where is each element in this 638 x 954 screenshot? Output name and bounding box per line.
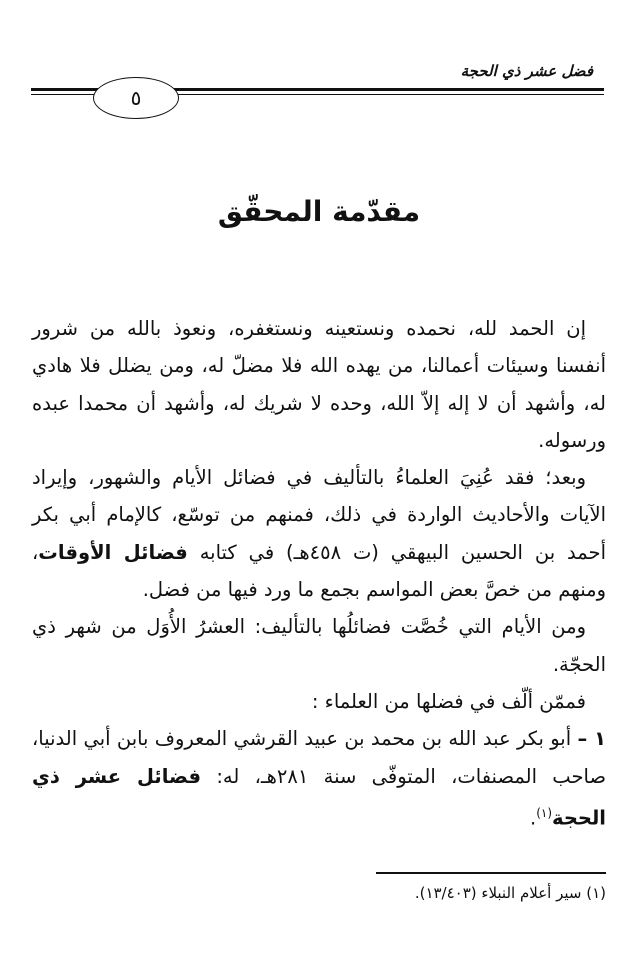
footnote-rule xyxy=(376,872,606,874)
page-number: ٥ xyxy=(130,86,142,110)
book-title-fadail-al-awqat: فضائل الأوقات xyxy=(38,540,188,564)
running-header: فضل عشر ذي الحجة xyxy=(460,62,593,80)
paragraph-5-text: أبو بكر عبد الله بن محمد بن عبيد القرشي المعروف بابن أبي الدنيا، صاحب المصنفات، المتوفّى سنة ٢٨١هـ، له: xyxy=(32,727,606,788)
paragraph-2-text-b: ، ومنهم من خصَّ بعض المواسم بجمع ما ورد فيها من فضل. xyxy=(32,540,606,602)
footnote-ref[interactable]: (١) xyxy=(536,805,553,820)
book-title-fadail-ashr: فضائل عشر ذي الحجة xyxy=(32,764,606,830)
main-text xyxy=(32,310,606,837)
footnote: (١) سير أعلام النبلاء (١٣/٤٠٣). xyxy=(414,884,606,902)
paragraph-5-end: . xyxy=(530,806,537,830)
paragraph-1: إن الحمد لله، نحمده ونستعينه ونستغفره، ونعوذ بالله من شرور أنفسنا وسيئات أعمالنا، من يهده الله فلا مضلّ له، ومن يضلل فلا هادي له، وأشهد أن لا إله إلاّ الله، وحده لا شريك له، وأشهد أن محمدا عبده ورسوله. xyxy=(32,317,606,452)
paragraph-2 xyxy=(32,459,606,608)
paragraph-2-text-a: وبعد؛ فقد عُنِيَ العلماءُ بالتأليف في فضائل الأيام والشهور، وإيراد الآيات والأحاديث الواردة في ذلك، فمنهم من توسّع، كالإمام أبي بكر أحمد بن الحسين البيهقي (ت ٤٥٨هـ) في كتابه xyxy=(32,466,606,564)
page-title: مقدّمة المحقّق xyxy=(217,195,421,228)
paragraph-3: ومن الأيام التي خُصَّت فضائلُها بالتأليف: العشرُ الأُوَل من شهر ذي الحجّة. xyxy=(32,615,606,676)
paragraph-5 xyxy=(32,720,606,836)
paragraph-4: فممّن ألّف في فضلها من العلماء : xyxy=(311,689,586,713)
page-number-badge xyxy=(93,77,179,119)
list-number: ١ – xyxy=(577,727,606,751)
